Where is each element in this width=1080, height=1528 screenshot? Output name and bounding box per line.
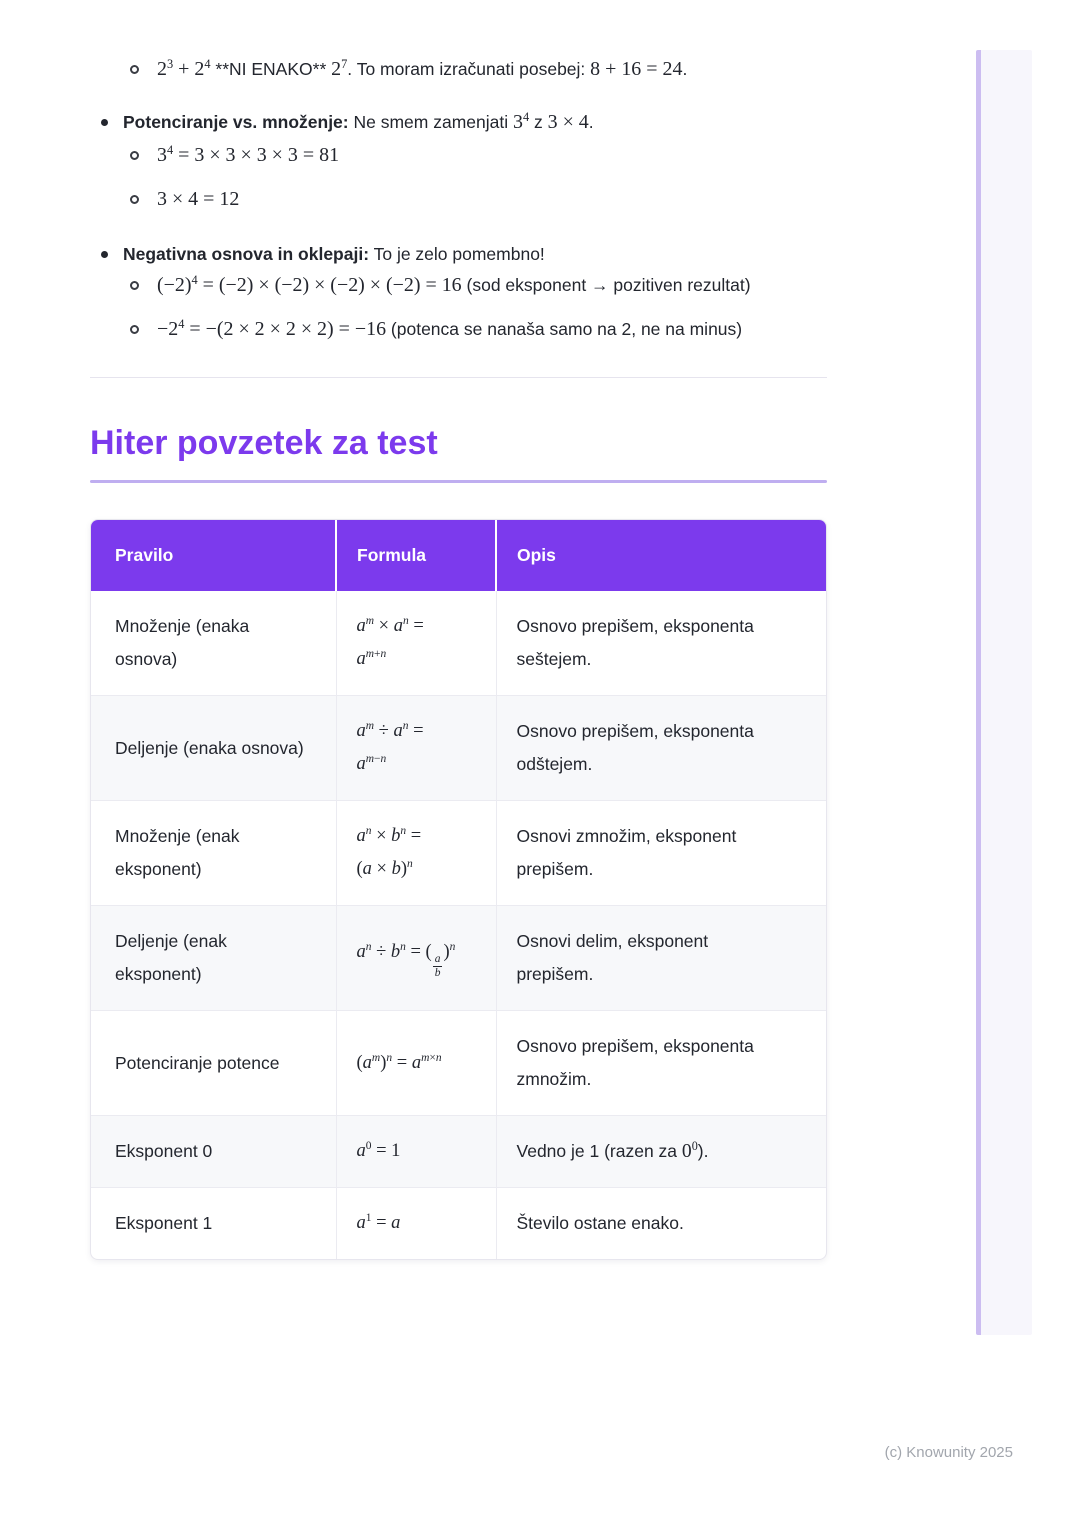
math-inline: 8 + 16 = 24 [590, 58, 683, 80]
math-inline: $(-2)^4 = (-2) \times (-2) \times (-2) \times (-2) = 16$ [157, 272, 462, 296]
cell-opis: Osnovi zmnožim, eksponent prepišem. [496, 801, 826, 906]
cell-formula: $a^m \times a^n$ = $a^{m+n}$ [336, 591, 496, 696]
cell-pravilo: Množenje (enak eksponent) [91, 801, 336, 906]
cell-opis: Osnovo prepišem, eksponenta zmnožim. [496, 1011, 826, 1116]
note-line [90, 141, 339, 169]
note-bold-text: Negativna osnova in oklepaji: [123, 244, 370, 264]
math-inline: $3^4$ [512, 109, 530, 133]
column-header-formula: Formula [336, 520, 496, 591]
note-line [90, 315, 742, 343]
table-row [91, 906, 826, 1011]
disc-bullet-icon [101, 251, 108, 258]
note-text: z [529, 112, 548, 132]
note-line [90, 108, 594, 136]
cell-formula: $a^n \times b^n$ = $(a \times b)^n$ [336, 801, 496, 906]
note-line [90, 55, 687, 83]
math-inline: $2^3 + 2^4$ [157, 56, 211, 80]
note-line [90, 185, 239, 213]
cell-pravilo: Eksponent 0 [91, 1116, 336, 1188]
math-inline: 3 × 4 = 12 [157, 188, 240, 210]
section-title: Hiter povzetek za test [90, 424, 438, 462]
table-row [91, 696, 826, 801]
note-text: To je zelo pomembno! [369, 244, 545, 264]
cell-pravilo: Množenje (enaka osnova) [115, 616, 250, 669]
note-text: (potenca se nanaša samo na 2, ne na minus) [386, 319, 743, 339]
table-row [91, 801, 826, 906]
note-text: (sod eksponent → pozitiven rezultat) [461, 275, 751, 295]
cell-formula: $a^m \div a^n$ = $a^{m-n}$ [336, 696, 496, 801]
cell-formula: $(a^m)^n = a^{m\times n}$ [336, 1011, 496, 1116]
cell-formula: $a^0 = 1$ [336, 1116, 496, 1188]
math-inline: $2^7$ [331, 56, 348, 80]
table-row [91, 1116, 826, 1188]
note-line [90, 240, 545, 268]
column-header-pravilo: Pravilo [91, 520, 336, 591]
circle-bullet-icon [130, 65, 139, 74]
circle-bullet-icon [130, 151, 139, 160]
disc-bullet-icon [101, 119, 108, 126]
scroll-indicator[interactable] [976, 50, 1032, 1335]
math-inline: $-2^4 = -(2 \times 2 \times 2 \times 2) = -16$ [157, 316, 387, 340]
note-text: . [682, 59, 688, 79]
circle-bullet-icon [130, 195, 139, 204]
cell-opis: Osnovo prepišem, eksponenta odštejem. [496, 696, 826, 801]
math-inline: $3^4 = 3 \times 3 \times 3 \times 3 = 81$ [157, 142, 340, 166]
cell-opis: Osnovo prepišem, eksponenta seštejem. [496, 591, 826, 696]
cell-formula: $a^n \div b^n$ = ( $\frac{a}{b}$ )$^n$ [336, 906, 496, 1011]
cell-opis: Vedno je 1 (razen za $0^0$). [496, 1116, 826, 1188]
column-header-opis: Opis [496, 520, 826, 591]
note-bold-text: Potenciranje vs. množenje: [123, 112, 349, 132]
math-inline: 3 × 4 [547, 111, 589, 133]
cell-formula: $a^1 = a$ [336, 1188, 496, 1260]
copyright-text: (c) Knowunity 2025 [884, 1444, 1013, 1461]
circle-bullet-icon [130, 281, 139, 290]
cell-opis: Osnovi delim, eksponent prepišem. [496, 906, 826, 1011]
note-text: . [588, 112, 594, 132]
note-line [90, 271, 751, 299]
cell-pravilo: Deljenje (enaka osnova) [91, 696, 336, 801]
section-title-underline [90, 480, 827, 483]
note-text: **NI ENAKO** [210, 59, 332, 79]
table-row [91, 591, 826, 696]
cell-pravilo: Potenciranje potence [91, 1011, 336, 1116]
table-header-row [91, 520, 826, 591]
cell-pravilo: Deljenje (enak eksponent) [91, 906, 336, 1011]
table-row [91, 1011, 826, 1116]
circle-bullet-icon [130, 325, 139, 334]
section-divider [90, 377, 827, 378]
note-text: . To moram izračunati posebej: [347, 59, 591, 79]
summary-table [90, 519, 827, 1260]
cell-pravilo: Eksponent 1 [91, 1188, 336, 1260]
note-text: Ne smem zamenjati [348, 112, 513, 132]
cell-opis: Število ostane enako. [496, 1188, 826, 1260]
table-row [91, 1188, 826, 1260]
